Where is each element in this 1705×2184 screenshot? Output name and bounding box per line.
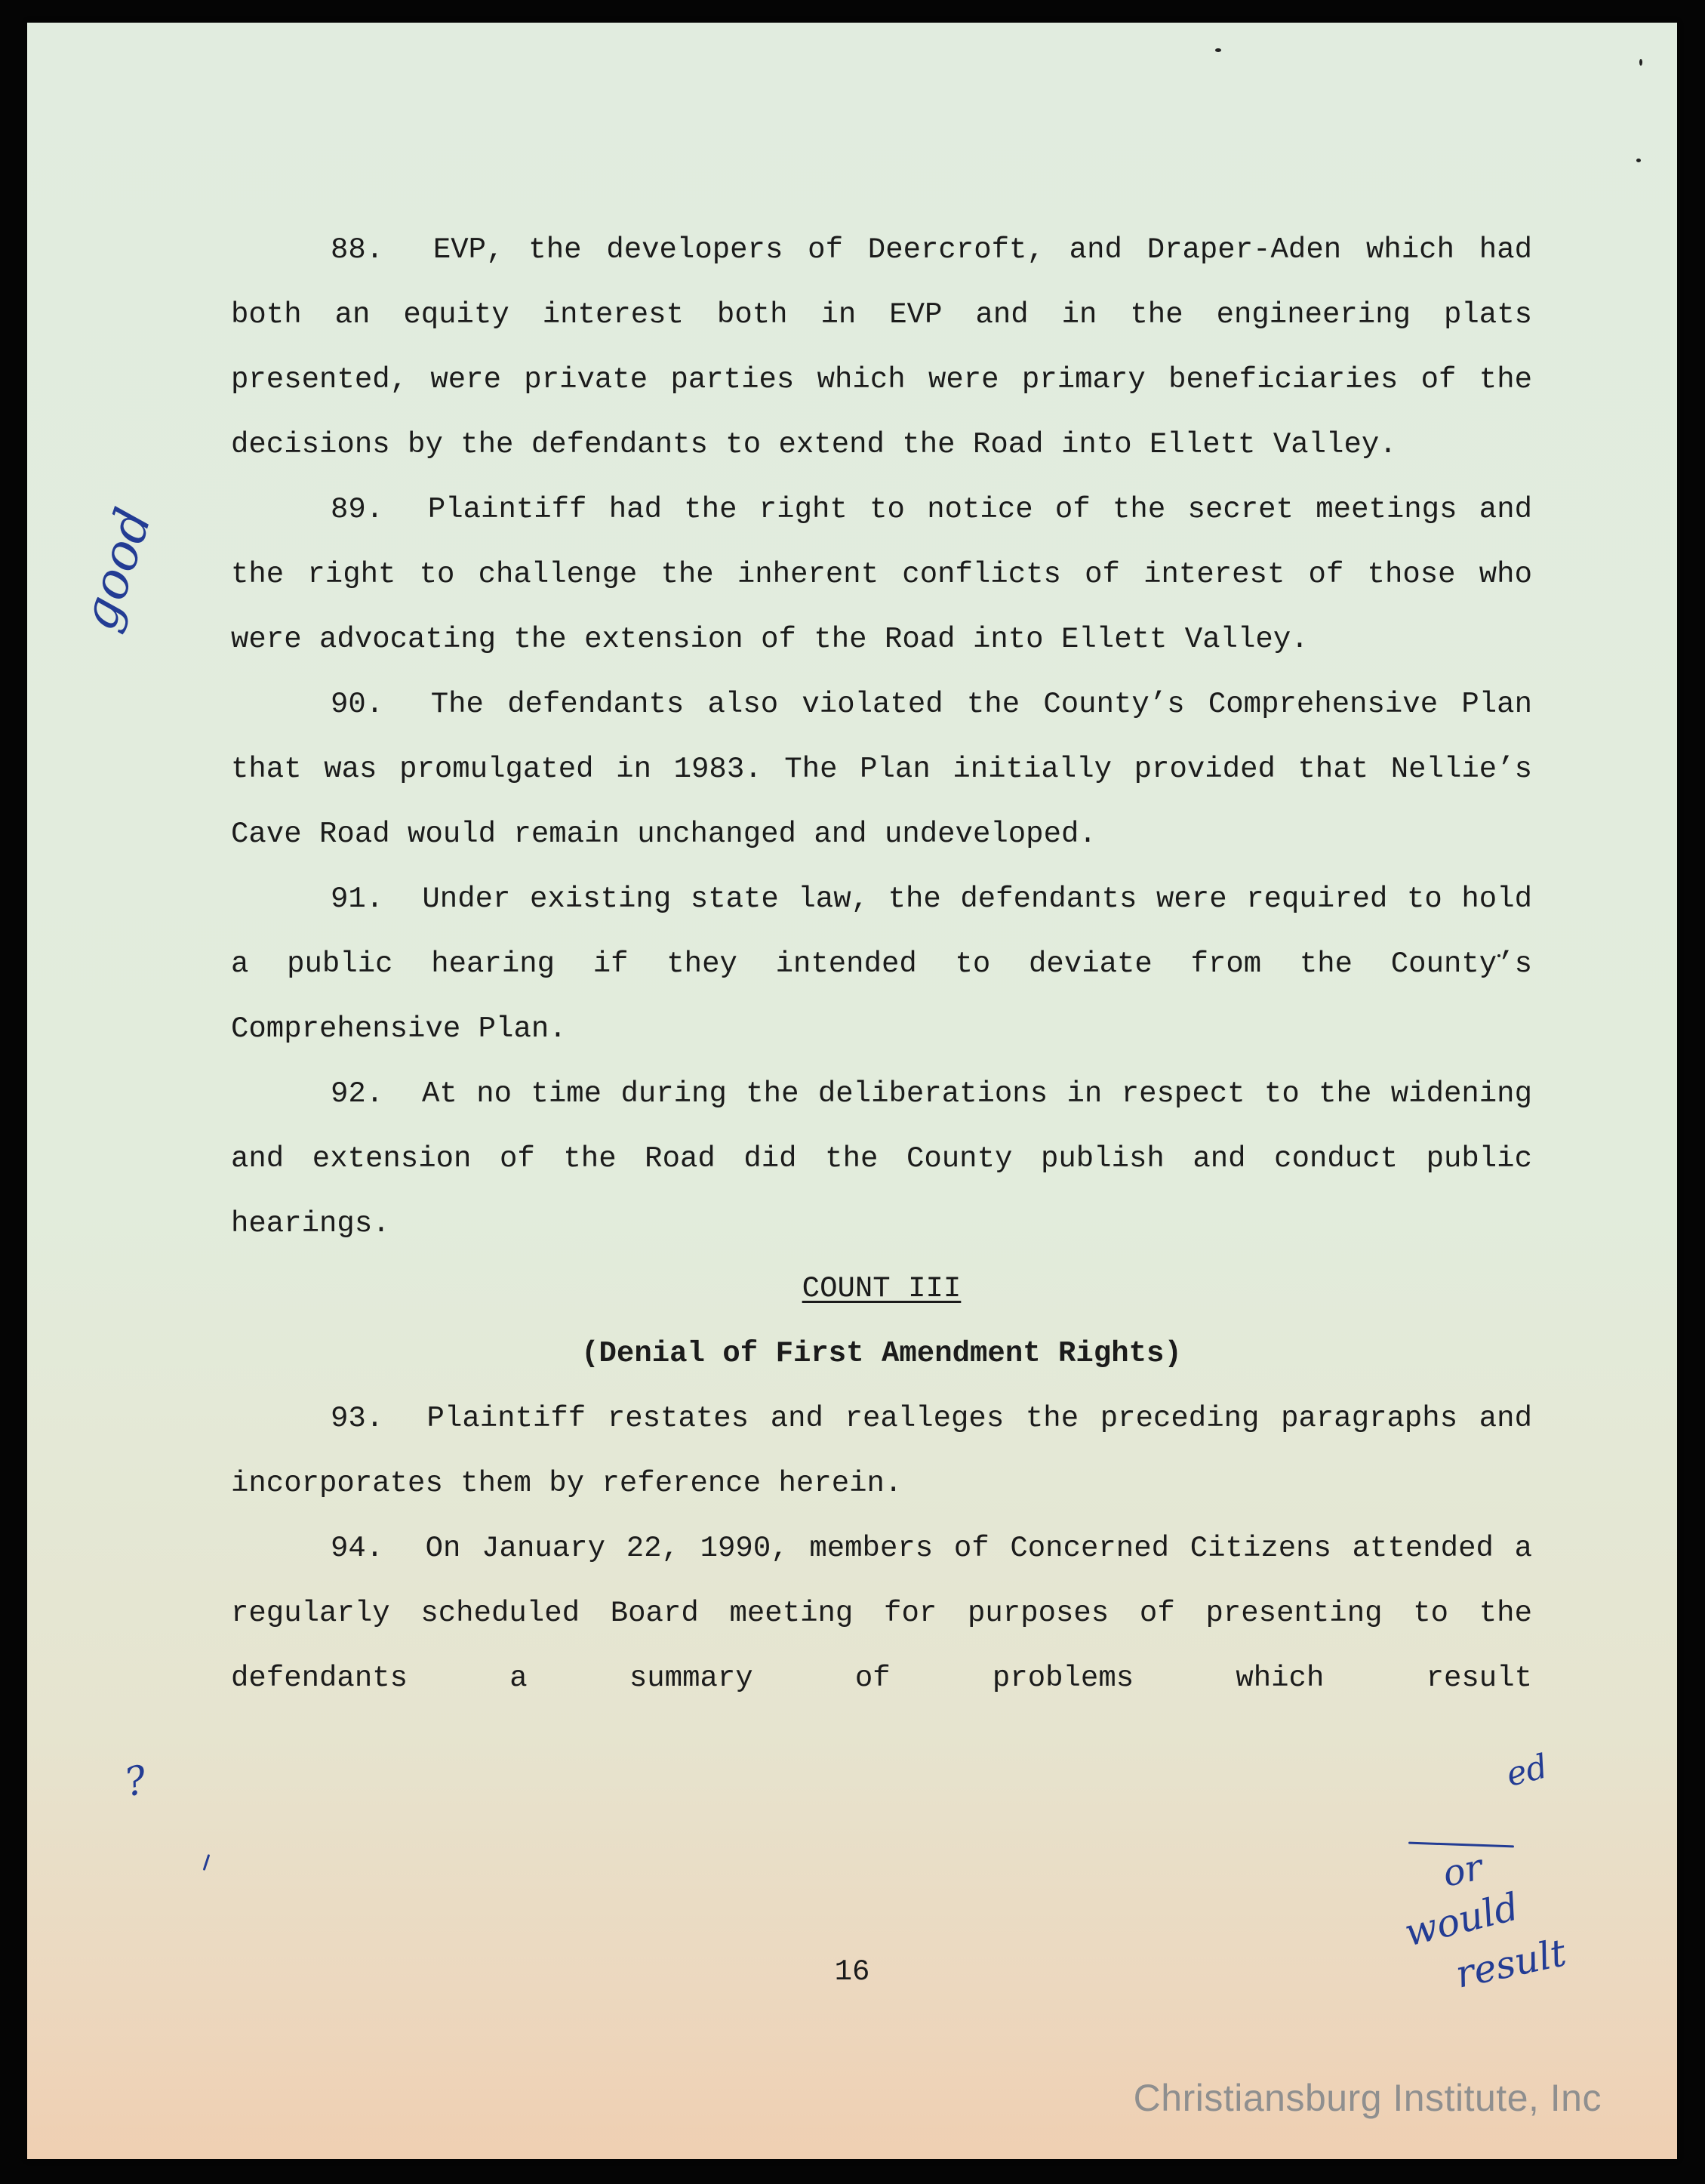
archive-watermark: Christiansburg Institute, Inc: [1133, 2077, 1602, 2119]
paragraph-88: [231, 217, 1532, 477]
paragraph-90: [231, 672, 1532, 867]
paragraph-91: [231, 867, 1532, 1061]
ink-speck: [1636, 159, 1641, 162]
ink-speck: [1639, 59, 1642, 66]
paragraph-89: [231, 477, 1532, 672]
paragraph-text: Plaintiff had the right to notice of the secret meetings and the right to challenge the inherent conflicts of interest of those who were advocating the extension of the Road into Ellett Valley.: [231, 493, 1533, 656]
paragraph-number: 90.: [331, 688, 384, 721]
handwritten-insertion-suffix: ed: [1502, 1747, 1552, 1794]
handwritten-tick-mark: [203, 1854, 211, 1871]
handwritten-question-mark: ?: [121, 1757, 151, 1807]
paragraph-92: [231, 1061, 1532, 1256]
handwritten-margin-note: good: [69, 501, 163, 637]
handwritten-underline: [1408, 1842, 1514, 1848]
document-page: [27, 23, 1677, 2159]
paragraph-number: 91.: [331, 883, 384, 916]
page-number: 16: [834, 1955, 870, 1988]
paragraph-number: 93.: [331, 1402, 384, 1435]
paragraph-number: 94.: [331, 1532, 384, 1565]
paragraph-text: EVP, the developers of Deercroft, and Draper-Aden which had both an equity interest both in EVP and in the engineering plats presented, were private parties which were primary beneficiaries of the decisions by the defendants to extend the Road into Ellett Valley.: [231, 233, 1532, 461]
paragraph-text: At no time during the deliberations in respect to the widening and extension of the Road did the County publish and conduct public hearings.: [231, 1077, 1532, 1240]
handwritten-would-note: would: [1400, 1884, 1523, 1955]
ink-speck: [1215, 48, 1221, 52]
paragraph-number: 88.: [331, 233, 384, 266]
handwritten-result-note: result: [1451, 1930, 1570, 1997]
paragraph-94: [231, 1516, 1532, 1711]
paragraph-text: The defendants also violated the County’s Comprehensive Plan that was promulgated in 1983. The Plan initially provided that Nellie’s Cave Road would remain unchanged and undeveloped.: [231, 688, 1532, 851]
paragraph-text: Under existing state law, the defendants were required to hold a public hearing if they intended to deviate from the County’s Comprehensive Plan.: [231, 883, 1532, 1046]
paragraph-number: 89.: [331, 493, 384, 526]
count-heading: COUNT III: [802, 1272, 962, 1305]
paragraph-number: 92.: [331, 1077, 384, 1110]
count-subheading: (Denial of First Amendment Rights): [581, 1337, 1182, 1370]
typed-body: [231, 217, 1532, 1711]
paragraph-text: Plaintiff restates and realleges the preceding paragraphs and incorporates them by reference herein.: [231, 1402, 1532, 1500]
handwritten-or-note: or: [1439, 1846, 1487, 1896]
paragraph-text: On January 22, 1990, members of Concerned Citizens attended a regularly scheduled Board meeting for purposes of presenting to the defendants a summary of problems which result: [231, 1532, 1532, 1695]
paragraph-93: [231, 1386, 1532, 1516]
